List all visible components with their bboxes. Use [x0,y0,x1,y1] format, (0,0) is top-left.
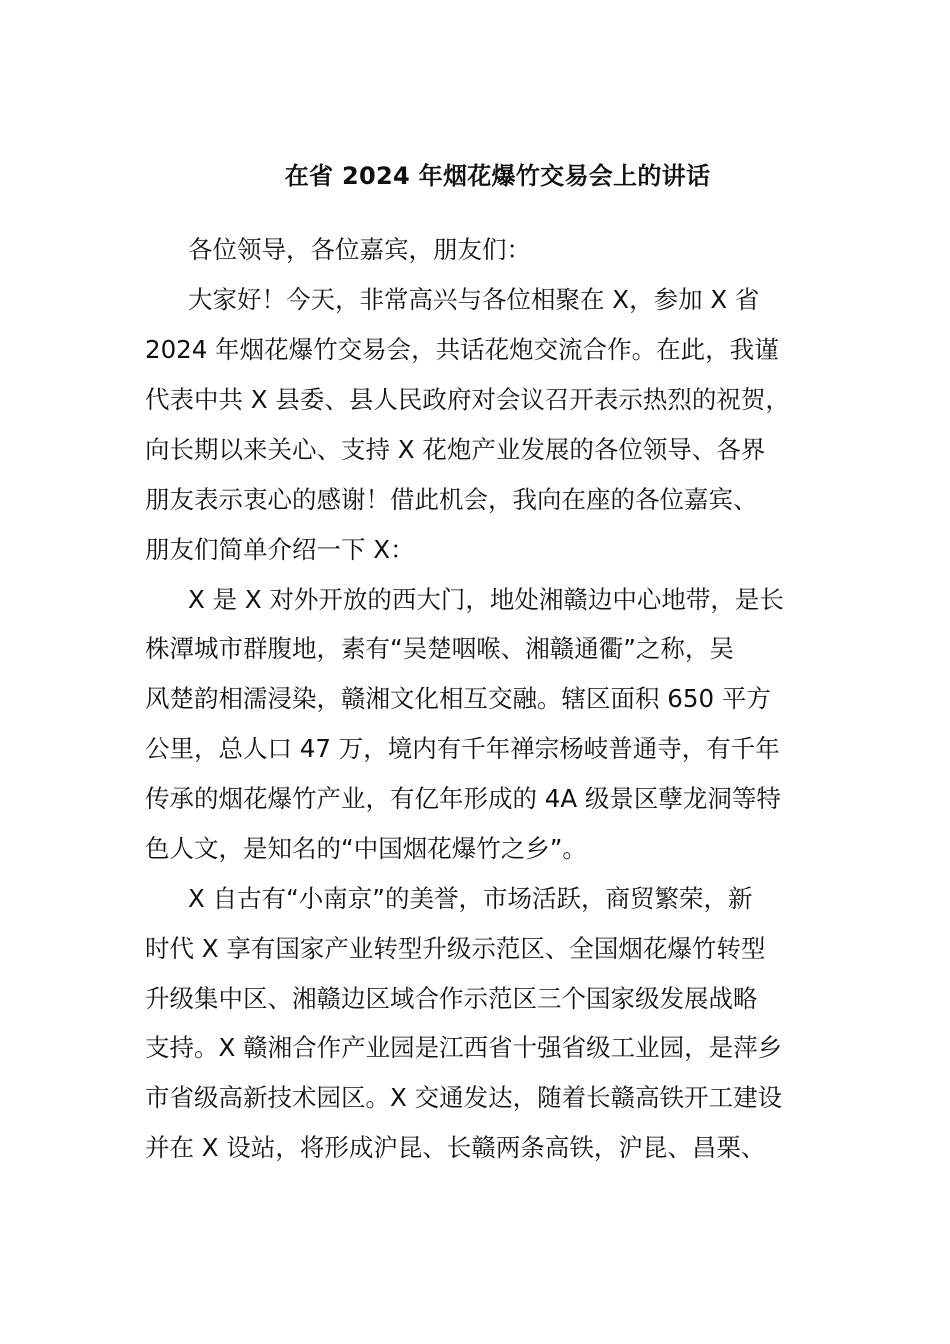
salutation-line: 各位领导，各位嘉宾，朋友们： [188,235,531,264]
document-title: 在省 2024 年烟花爆竹交易会上的讲话 [284,162,711,190]
body-line: 代表中共 X 县委、县人民政府对会议召开表示热烈的祝贺， [145,385,790,414]
body-line: 2024 年烟花爆竹交易会，共话花炮交流合作。在此，我谨 [145,335,779,364]
body-line: 升级集中区、湘赣边区域合作示范区三个国家级发展战略 [145,984,758,1013]
body-line: 株潭城市群腹地，素有“吴楚咽喉、湘赣通衢”之称，吴 [145,634,734,663]
body-line: 公里，总人口 47 万，境内有千年禅宗杨岐普通寺，有千年 [145,734,780,763]
body-line: 市省级高新技术园区。X 交通发达，随着长赣高铁开工建设 [145,1083,783,1112]
body-line: 时代 X 享有国家产业转型升级示范区、全国烟花爆竹转型 [145,934,766,963]
body-line: 朋友们简单介绍一下 X： [145,535,415,564]
body-line: 并在 X 设站，将形成沪昆、长赣两条高铁，沪昆、昌栗、 [145,1133,766,1162]
body-line: 色人文，是知名的“中国烟花爆竹之乡”。 [145,834,587,863]
body-line: 大家好！今天，非常高兴与各位相聚在 X，参加 X 省 [188,285,760,314]
body-line: 向长期以来关心、支持 X 花炮产业发展的各位领导、各界 [145,435,766,464]
body-line: 传承的烟花爆竹产业，有亿年形成的 4A 级景区孽龙洞等特 [145,784,781,813]
body-line: 风楚韵相濡浸染，赣湘文化相互交融。辖区面积 650 平方 [145,684,771,713]
body-line: X 是 X 对外开放的西大门，地处湘赣边中心地带，是长 [188,585,784,614]
body-line: 支持。X 赣湘合作产业园是江西省十强省级工业园，是萍乡 [145,1033,783,1062]
body-line: 朋友表示衷心的感谢！借此机会，我向在座的各位嘉宾、 [145,485,758,514]
body-line: X 自古有“小南京”的美誉，市场活跃，商贸繁荣，新 [188,884,753,913]
